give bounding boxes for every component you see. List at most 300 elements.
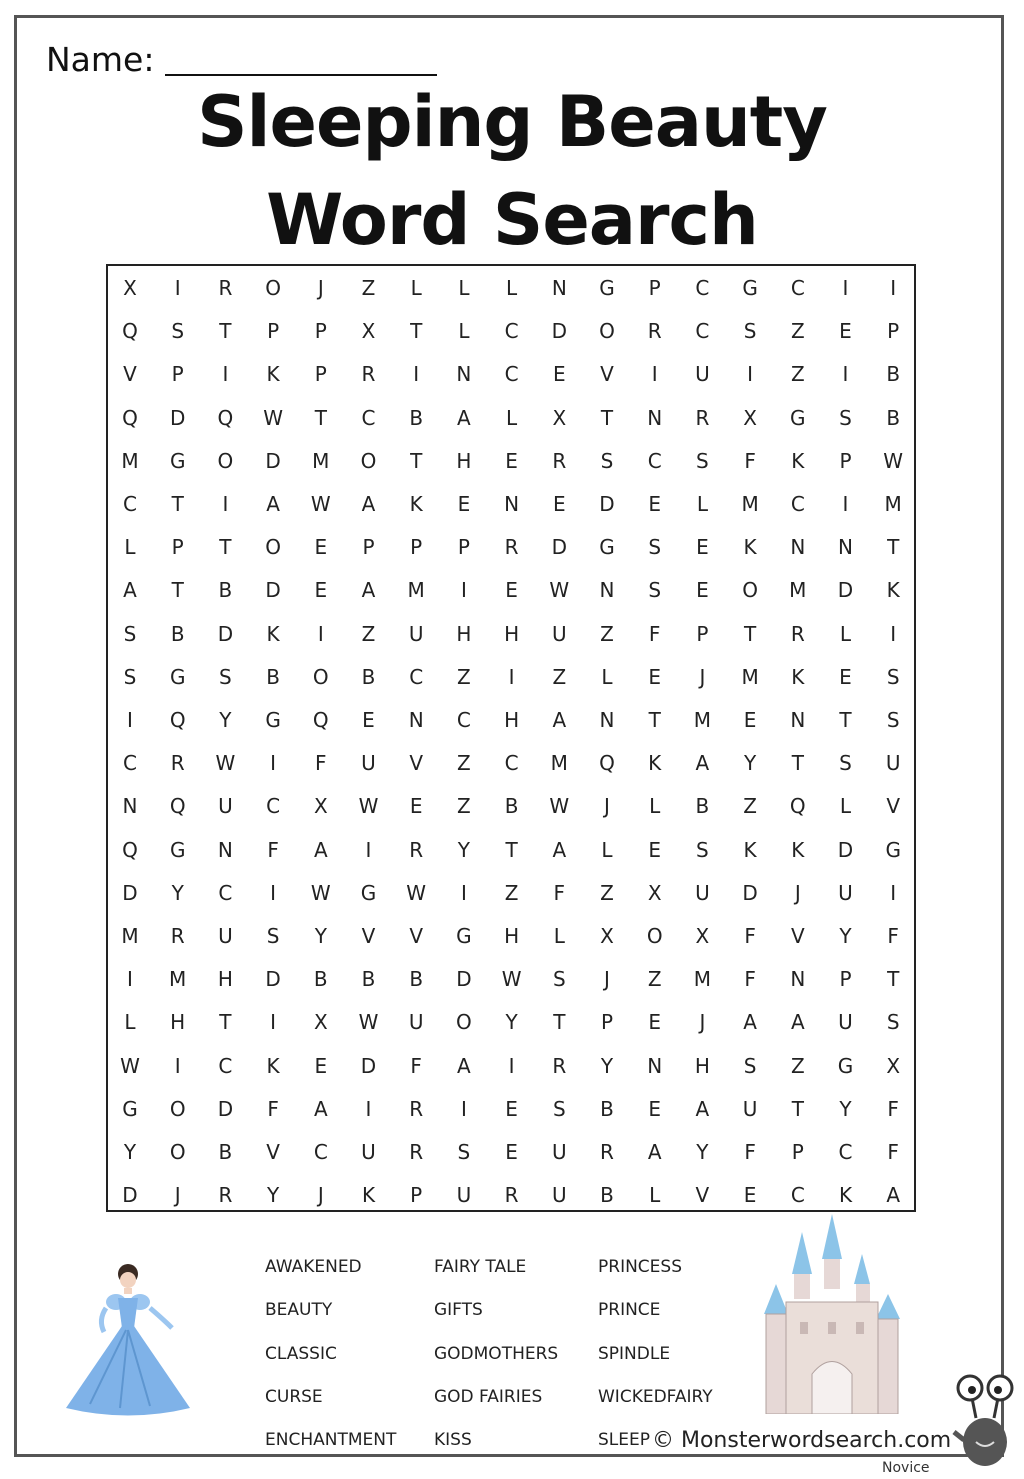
grid-letter[interactable]: A	[790, 1010, 805, 1035]
grid-letter[interactable]: E	[505, 1140, 518, 1164]
grid-letter[interactable]: L	[649, 794, 661, 819]
grid-letter[interactable]: A	[886, 1183, 901, 1208]
grid-letter[interactable]: G	[790, 405, 806, 430]
grid-letter[interactable]: E	[696, 578, 709, 603]
grid-letter[interactable]: G	[742, 276, 758, 300]
grid-letter[interactable]: I	[127, 708, 133, 732]
grid-letter[interactable]: P	[410, 1183, 423, 1208]
grid-letter[interactable]: Y	[266, 1183, 280, 1208]
grid-letter[interactable]: A	[457, 405, 471, 430]
grid-letter[interactable]: D	[742, 880, 758, 905]
grid-letter[interactable]: B	[361, 967, 376, 992]
grid-letter[interactable]: C	[313, 1140, 328, 1164]
grid-letter[interactable]: N	[599, 578, 615, 603]
grid-letter[interactable]: D	[456, 967, 472, 992]
grid-letter[interactable]: E	[648, 1010, 661, 1035]
grid-letter[interactable]: X	[313, 1010, 328, 1035]
grid-letter[interactable]: I	[842, 362, 849, 387]
grid-letter[interactable]: G	[360, 880, 377, 905]
grid-letter[interactable]: D	[265, 448, 281, 473]
grid-letter[interactable]: F	[553, 880, 566, 905]
grid-letter[interactable]: A	[743, 1010, 757, 1035]
grid-letter[interactable]: Q	[217, 405, 234, 430]
grid-letter[interactable]: B	[170, 621, 185, 646]
grid-letter[interactable]: A	[123, 578, 137, 603]
grid-letter[interactable]: L	[124, 535, 136, 560]
grid-letter[interactable]: K	[361, 1183, 376, 1208]
grid-letter[interactable]: Z	[743, 794, 757, 819]
grid-letter[interactable]: F	[887, 1140, 899, 1164]
grid-letter[interactable]: U	[218, 794, 233, 819]
grid-letter[interactable]: Z	[457, 664, 471, 689]
grid-letter[interactable]: T	[743, 621, 757, 646]
grid-letter[interactable]: N	[790, 967, 806, 992]
grid-letter[interactable]: W	[310, 880, 331, 905]
grid-letter[interactable]: L	[458, 319, 470, 344]
grid-letter[interactable]: U	[551, 1183, 567, 1208]
grid-letter[interactable]: B	[409, 967, 424, 992]
grid-letter[interactable]: U	[408, 621, 424, 646]
grid-letter[interactable]: P	[410, 535, 423, 560]
grid-letter[interactable]: L	[553, 924, 565, 948]
grid-letter[interactable]: C	[123, 751, 137, 776]
grid-letter[interactable]: R	[647, 319, 662, 344]
grid-letter[interactable]: W	[120, 1053, 140, 1078]
grid-letter[interactable]: G	[885, 837, 901, 862]
grid-letter[interactable]: X	[695, 924, 710, 948]
grid-letter[interactable]: C	[790, 492, 805, 516]
grid-letter[interactable]: I	[842, 492, 849, 516]
grid-letter[interactable]: V	[790, 924, 805, 948]
grid-letter[interactable]: C	[504, 362, 519, 387]
grid-letter[interactable]: U	[551, 1140, 567, 1164]
grid-letter[interactable]: N	[838, 535, 853, 560]
grid-letter[interactable]: D	[265, 967, 281, 992]
grid-letter[interactable]: I	[222, 492, 229, 516]
grid-letter[interactable]: C	[504, 751, 519, 776]
grid-letter[interactable]: S	[648, 535, 662, 560]
grid-letter[interactable]: A	[695, 751, 710, 776]
grid-letter[interactable]: X	[361, 319, 376, 344]
grid-letter[interactable]: E	[409, 794, 423, 819]
grid-letter[interactable]: D	[169, 405, 186, 430]
grid-letter[interactable]: G	[456, 924, 472, 948]
grid-letter[interactable]: Z	[790, 1053, 805, 1078]
grid-letter[interactable]: D	[837, 837, 854, 862]
grid-letter[interactable]: S	[696, 448, 709, 473]
grid-letter[interactable]: J	[604, 794, 610, 819]
grid-letter[interactable]: E	[314, 1053, 328, 1078]
grid-letter[interactable]: L	[601, 837, 613, 862]
grid-letter[interactable]: E	[743, 1183, 757, 1208]
grid-letter[interactable]: I	[270, 880, 277, 905]
grid-letter[interactable]: F	[744, 1140, 756, 1164]
grid-letter[interactable]: B	[600, 1183, 614, 1208]
grid-letter[interactable]: B	[266, 664, 280, 689]
grid-letter[interactable]: G	[599, 276, 615, 300]
grid-letter[interactable]: I	[174, 276, 181, 300]
grid-letter[interactable]: Y	[743, 751, 757, 776]
grid-letter[interactable]: S	[743, 319, 757, 344]
grid-letter[interactable]: H	[694, 1053, 710, 1078]
grid-letter[interactable]: G	[169, 664, 186, 689]
grid-letter[interactable]: P	[171, 362, 184, 387]
grid-letter[interactable]: P	[267, 319, 280, 344]
grid-letter[interactable]: W	[358, 794, 379, 819]
grid-letter[interactable]: A	[647, 1140, 662, 1164]
grid-letter[interactable]: Q	[789, 794, 806, 819]
grid-letter[interactable]: K	[791, 448, 805, 473]
grid-letter[interactable]: T	[505, 837, 518, 862]
grid-letter[interactable]: S	[696, 837, 709, 862]
grid-letter[interactable]: M	[884, 492, 902, 516]
grid-letter[interactable]: C	[456, 708, 471, 732]
grid-letter[interactable]: I	[651, 362, 658, 387]
grid-letter[interactable]: O	[265, 276, 281, 300]
grid-letter[interactable]: I	[842, 276, 849, 300]
grid-letter[interactable]: U	[695, 880, 710, 905]
grid-letter[interactable]: W	[358, 1010, 379, 1035]
grid-letter[interactable]: J	[699, 1010, 706, 1035]
grid-letter[interactable]: S	[839, 405, 852, 430]
grid-letter[interactable]: U	[218, 924, 233, 948]
grid-letter[interactable]: L	[506, 276, 518, 300]
grid-letter[interactable]: C	[218, 1053, 233, 1078]
grid-letter[interactable]: O	[599, 319, 615, 344]
grid-letter[interactable]: E	[552, 492, 566, 516]
grid-letter[interactable]: K	[791, 837, 805, 862]
grid-letter[interactable]: K	[266, 362, 280, 387]
grid-letter[interactable]: M	[169, 967, 187, 992]
grid-letter[interactable]: X	[886, 1053, 901, 1078]
grid-letter[interactable]: V	[266, 1140, 280, 1164]
grid-letter[interactable]: T	[791, 751, 804, 776]
grid-letter[interactable]: T	[839, 708, 852, 732]
grid-letter[interactable]: C	[123, 492, 137, 516]
grid-letter[interactable]: Q	[169, 708, 186, 732]
grid-letter[interactable]: R	[409, 837, 424, 862]
grid-letter[interactable]: E	[505, 578, 518, 603]
grid-letter[interactable]: T	[887, 967, 900, 992]
grid-letter[interactable]: C	[218, 880, 233, 905]
grid-letter[interactable]: I	[222, 362, 229, 387]
grid-letter[interactable]: R	[695, 405, 710, 430]
grid-letter[interactable]: G	[837, 1053, 854, 1078]
grid-letter[interactable]: T	[219, 319, 232, 344]
grid-letter[interactable]: R	[552, 1053, 567, 1078]
grid-letter[interactable]: K	[266, 621, 280, 646]
grid-letter[interactable]: T	[887, 535, 900, 560]
grid-letter[interactable]: E	[648, 1096, 661, 1121]
grid-letter[interactable]: Z	[790, 319, 805, 344]
grid-letter[interactable]: V	[361, 924, 376, 948]
grid-letter[interactable]: F	[744, 448, 756, 473]
grid-letter[interactable]: A	[552, 708, 567, 732]
grid-letter[interactable]: O	[646, 924, 663, 948]
grid-letter[interactable]: S	[266, 924, 280, 948]
grid-letter[interactable]: N	[647, 405, 663, 430]
grid-letter[interactable]: S	[886, 708, 900, 732]
grid-letter[interactable]: Z	[600, 621, 614, 646]
grid-letter[interactable]: H	[170, 1010, 186, 1035]
grid-letter[interactable]: L	[601, 664, 613, 689]
grid-letter[interactable]: I	[747, 362, 754, 387]
grid-letter[interactable]: T	[171, 492, 184, 516]
grid-letter[interactable]: O	[456, 1010, 472, 1035]
grid-letter[interactable]: S	[123, 664, 137, 689]
grid-letter[interactable]: C	[647, 448, 662, 473]
grid-letter[interactable]: E	[839, 664, 852, 689]
grid-letter[interactable]: Z	[361, 276, 376, 300]
grid-letter[interactable]: T	[410, 319, 423, 344]
grid-letter[interactable]: E	[696, 535, 709, 560]
grid-letter[interactable]: N	[504, 492, 520, 516]
grid-letter[interactable]: Q	[599, 751, 615, 776]
grid-letter[interactable]: S	[457, 1140, 471, 1164]
grid-letter[interactable]: U	[361, 751, 376, 776]
grid-letter[interactable]: N	[790, 708, 806, 732]
grid-letter[interactable]: H	[456, 448, 472, 473]
grid-letter[interactable]: M	[693, 967, 712, 992]
grid-letter[interactable]: S	[743, 1053, 757, 1078]
grid-letter[interactable]: Z	[600, 880, 614, 905]
grid-letter[interactable]: U	[838, 880, 853, 905]
grid-letter[interactable]: R	[504, 535, 519, 560]
grid-letter[interactable]: F	[744, 967, 756, 992]
grid-letter[interactable]: D	[265, 578, 281, 603]
grid-letter[interactable]: I	[890, 621, 897, 646]
grid-letter[interactable]: O	[217, 448, 234, 473]
grid-letter[interactable]: I	[890, 276, 897, 300]
grid-letter[interactable]: F	[315, 751, 327, 776]
grid-letter[interactable]: E	[314, 578, 328, 603]
grid-letter[interactable]: I	[174, 1053, 181, 1078]
grid-letter[interactable]: S	[171, 319, 185, 344]
grid-letter[interactable]: S	[219, 664, 232, 689]
grid-letter[interactable]: L	[124, 1010, 136, 1035]
grid-letter[interactable]: R	[552, 448, 567, 473]
grid-letter[interactable]: R	[504, 1183, 519, 1208]
grid-letter[interactable]: G	[122, 1096, 138, 1121]
grid-letter[interactable]: R	[218, 1183, 233, 1208]
grid-letter[interactable]: O	[360, 448, 377, 473]
grid-letter[interactable]: O	[169, 1140, 186, 1164]
grid-letter[interactable]: B	[361, 664, 376, 689]
grid-letter[interactable]: D	[551, 535, 567, 560]
grid-letter[interactable]: D	[122, 880, 138, 905]
grid-letter[interactable]: P	[314, 319, 327, 344]
grid-letter[interactable]: V	[123, 362, 137, 387]
grid-letter[interactable]: K	[838, 1183, 853, 1208]
grid-letter[interactable]: V	[409, 924, 424, 948]
grid-letter[interactable]: S	[600, 448, 614, 473]
grid-letter[interactable]: C	[504, 319, 519, 344]
grid-letter[interactable]: V	[886, 794, 901, 819]
grid-letter[interactable]: T	[219, 1010, 232, 1035]
grid-letter[interactable]: Z	[790, 362, 805, 387]
grid-letter[interactable]: N	[122, 794, 138, 819]
grid-letter[interactable]: N	[456, 362, 472, 387]
grid-letter[interactable]: Y	[839, 924, 852, 948]
grid-letter[interactable]: L	[458, 276, 470, 300]
grid-letter[interactable]: E	[743, 708, 757, 732]
grid-letter[interactable]: U	[551, 621, 567, 646]
grid-letter[interactable]: D	[360, 1053, 377, 1078]
grid-letter[interactable]: E	[552, 362, 566, 387]
grid-letter[interactable]: F	[887, 924, 899, 948]
grid-letter[interactable]: J	[794, 880, 801, 905]
grid-letter[interactable]: H	[217, 967, 233, 992]
grid-letter[interactable]: U	[361, 1140, 376, 1164]
grid-letter[interactable]: F	[744, 924, 756, 948]
grid-letter[interactable]: C	[361, 405, 376, 430]
grid-letter[interactable]: E	[314, 535, 328, 560]
grid-letter[interactable]: P	[839, 967, 852, 992]
grid-letter[interactable]: N	[790, 535, 806, 560]
grid-letter[interactable]: G	[265, 708, 281, 732]
grid-letter[interactable]: N	[408, 708, 424, 732]
grid-letter[interactable]: W	[406, 880, 427, 905]
grid-letter[interactable]: R	[218, 276, 233, 300]
grid-letter[interactable]: S	[839, 751, 852, 776]
grid-letter[interactable]: D	[837, 578, 854, 603]
grid-letter[interactable]: D	[551, 319, 567, 344]
grid-letter[interactable]: I	[460, 1096, 467, 1121]
grid-letter[interactable]: O	[265, 535, 281, 560]
grid-letter[interactable]: P	[839, 448, 852, 473]
grid-letter[interactable]: N	[551, 276, 567, 300]
grid-letter[interactable]: I	[508, 664, 515, 689]
grid-letter[interactable]: F	[648, 621, 661, 646]
grid-letter[interactable]: E	[648, 492, 661, 516]
grid-letter[interactable]: L	[506, 405, 518, 430]
grid-letter[interactable]: K	[743, 837, 757, 862]
grid-letter[interactable]: J	[604, 967, 610, 992]
grid-letter[interactable]: A	[266, 492, 280, 516]
grid-letter[interactable]: H	[504, 924, 520, 948]
grid-letter[interactable]: M	[741, 664, 759, 689]
grid-letter[interactable]: Y	[505, 1010, 518, 1035]
grid-letter[interactable]: U	[742, 1096, 758, 1121]
grid-letter[interactable]: K	[743, 535, 757, 560]
grid-letter[interactable]: W	[215, 751, 236, 776]
grid-letter[interactable]: Y	[600, 1053, 614, 1078]
grid-letter[interactable]: Q	[122, 405, 138, 430]
grid-letter[interactable]: I	[460, 578, 467, 603]
grid-letter[interactable]: O	[169, 1096, 186, 1121]
grid-letter[interactable]: R	[361, 362, 376, 387]
grid-letter[interactable]: N	[647, 1053, 663, 1078]
grid-letter[interactable]: R	[170, 924, 185, 948]
grid-letter[interactable]: E	[362, 708, 375, 732]
grid-letter[interactable]: Y	[457, 837, 470, 862]
grid-letter[interactable]: V	[600, 362, 614, 387]
grid-letter[interactable]: Y	[219, 708, 232, 732]
grid-letter[interactable]: D	[217, 1096, 234, 1121]
grid-letter[interactable]: Z	[457, 794, 471, 819]
grid-letter[interactable]: N	[599, 708, 615, 732]
grid-letter[interactable]: L	[410, 276, 422, 300]
grid-letter[interactable]: H	[504, 621, 520, 646]
grid-letter[interactable]: V	[695, 1183, 710, 1208]
grid-letter[interactable]: E	[648, 837, 661, 862]
grid-letter[interactable]: X	[552, 405, 567, 430]
grid-letter[interactable]: I	[365, 837, 372, 862]
grid-letter[interactable]: B	[218, 578, 233, 603]
grid-letter[interactable]: K	[266, 1053, 280, 1078]
grid-letter[interactable]: S	[648, 578, 662, 603]
grid-letter[interactable]: J	[699, 664, 706, 689]
grid-letter[interactable]: P	[457, 535, 470, 560]
grid-letter[interactable]: X	[647, 880, 662, 905]
grid-letter[interactable]: G	[169, 448, 186, 473]
grid-letter[interactable]: U	[408, 1010, 424, 1035]
grid-letter[interactable]: L	[696, 492, 708, 516]
grid-letter[interactable]: U	[695, 362, 710, 387]
grid-letter[interactable]: T	[648, 708, 661, 732]
grid-letter[interactable]: C	[790, 1183, 805, 1208]
grid-letter[interactable]: N	[217, 837, 233, 862]
grid-letter[interactable]: X	[600, 924, 614, 948]
grid-letter[interactable]: P	[791, 1140, 804, 1164]
grid-letter[interactable]: L	[839, 794, 852, 819]
grid-letter[interactable]: K	[648, 751, 662, 776]
grid-letter[interactable]: P	[696, 621, 709, 646]
grid-letter[interactable]: O	[312, 664, 329, 689]
grid-letter[interactable]: D	[599, 492, 615, 516]
grid-letter[interactable]: W	[549, 578, 570, 603]
grid-letter[interactable]: T	[410, 448, 423, 473]
grid-letter[interactable]: I	[508, 1053, 515, 1078]
grid-letter[interactable]: D	[122, 1183, 138, 1208]
grid-letter[interactable]: I	[460, 880, 467, 905]
grid-letter[interactable]: B	[218, 1140, 233, 1164]
grid-letter[interactable]: A	[313, 1096, 328, 1121]
grid-letter[interactable]: Q	[169, 794, 186, 819]
grid-letter[interactable]: Q	[122, 837, 138, 862]
grid-letter[interactable]: P	[648, 276, 661, 300]
grid-letter[interactable]: C	[695, 276, 710, 300]
grid-letter[interactable]: T	[553, 1010, 566, 1035]
grid-letter[interactable]: Y	[171, 880, 184, 905]
grid-letter[interactable]: R	[409, 1140, 424, 1164]
grid-letter[interactable]: T	[600, 405, 614, 430]
grid-letter[interactable]: P	[887, 319, 900, 344]
grid-letter[interactable]: W	[883, 448, 904, 473]
grid-letter[interactable]: A	[695, 1096, 710, 1121]
name-blank-line[interactable]	[165, 74, 437, 76]
grid-letter[interactable]: L	[839, 621, 852, 646]
grid-letter[interactable]: S	[552, 1096, 566, 1121]
grid-letter[interactable]: S	[552, 967, 566, 992]
grid-letter[interactable]: R	[170, 751, 185, 776]
grid-letter[interactable]: B	[886, 405, 901, 430]
grid-letter[interactable]: H	[456, 621, 472, 646]
grid-letter[interactable]: S	[123, 621, 137, 646]
grid-letter[interactable]: E	[457, 492, 471, 516]
grid-letter[interactable]: W	[501, 967, 522, 992]
grid-letter[interactable]: F	[410, 1053, 422, 1078]
grid-letter[interactable]: U	[838, 1010, 853, 1035]
grid-letter[interactable]: B	[313, 967, 328, 992]
grid-letter[interactable]: M	[312, 448, 330, 473]
grid-letter[interactable]: H	[504, 708, 520, 732]
grid-letter[interactable]: S	[886, 1010, 900, 1035]
grid-letter[interactable]: Z	[457, 751, 471, 776]
grid-letter[interactable]: B	[600, 1096, 614, 1121]
grid-letter[interactable]: G	[169, 837, 186, 862]
grid-letter[interactable]: F	[267, 1096, 279, 1121]
